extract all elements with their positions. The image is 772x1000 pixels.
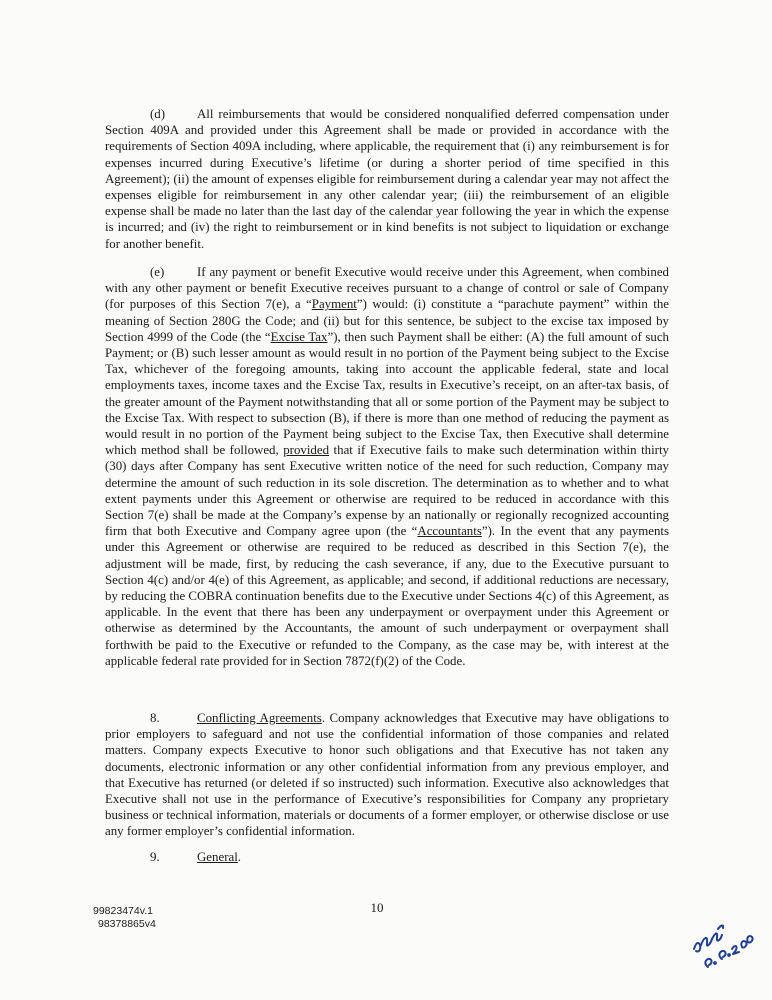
paragraph-text: All reimbursements that would be considered nonqualified deferred compensation under Section 409A and provided under this Agreement shall be made or provided in accordance with the requirements of Section 409A including, where applicable, the requirement that (i) any reimbursement is for expenses incurred during Executive’s lifetime (or during a shorter period of time specified in this Agreement); (ii) the amount of expenses eligible for reimbursement during a calendar year may not affect the expenses eligible for reimbursement in any other calendar year; (iii) the reimbursement of an eligible expense shall be made no later than the last day of the calendar year following the year in which the expense is incurred; and (iv) the right to reimbursement or in kind benefits is not subject to liquidation or exchange for another benefit. [105,107,669,251]
document-id-2: 98378865v4 [98,918,156,930]
paragraph-text: that if Executive fails to make such determination within thirty (30) days after Company has sent Executive written notice of the need for such reduction, Company may determine the amount of such reduction in its sole discretion. The determination as to whether and to what extent payments under this Agreement or otherwise are required to be reduced in accordance with this Section 7(e) shall be made at the Company’s expense by an nationally or regionally recognized accounting firm that both Executive and Company agree upon (the “ [105,443,669,539]
section-heading: Conflicting Agreements [197,711,322,725]
paragraph-text: If any payment or benefit Executive would receive under this Agreement, when combined with any other payment or benefit Executive receives pursuant to a change of control or sale of Company (for purposes of this Section 7(e), a “ [105,265,669,312]
section-8-conflicting-agreements [105,710,669,840]
section-heading: General [197,850,238,864]
paragraph-text: ”) would: (i) constitute a “parachute payment” within the meaning of Section 280G the Code; and (ii) but for this sentence, be subject to the excise tax imposed by Section 4999 of the Code (the “ [105,297,669,344]
document-id-1: 99823474v.1 [93,905,153,917]
paragraph-text: ”), then such Payment shall be either: (A) the full amount of such Payment; or (B) such lesser amount as would result in no portion of the Payment being subject to the Excise Tax, whichever of the foregoing amounts, taking into account the applicable federal, state and local employments taxes, income taxes and the Excise Tax, results in Executive’s receipt, on an after-tax basis, of the greater amount of the Payment notwithstanding that all or some portion of the Payment may be subject to the Excise Tax. With respect to subsection (B), if there is more than one method of reducing the payment as would result in no portion of the Payment being subject to the Excise Tax, then Executive shall determine which method shall be followed, [105,329,669,458]
handwritten-initials-signature [688,915,760,981]
page-number: 10 [370,900,384,915]
paragraph-label: (d) [150,107,166,121]
paragraph-label: (e) [150,265,165,279]
term-provided: provided [283,443,330,458]
paragraph-text: . Company acknowledges that Executive may have obligations to prior employers to safeguard and not use the confidential information of those companies and related matters. Company expects Executive to honor such obligations and that Executive has not taken any documents, electronic information or any other confidential information from any previous employer, and that Executive has returned (or deleted if so instructed) such information. Executive also acknowledges that Executive shall not use in the performance of Executive’s responsibilities for Company any proprietary business or technical information, materials or documents of a former employer, or otherwise disclose or use any former employer’s confidential information. [105,711,669,839]
section-9-general [105,849,669,865]
defined-term-accountants: Accountants [417,524,482,539]
defined-term-excise-tax: Excise Tax [270,329,328,344]
section-number: 8. [150,711,160,725]
section-number: 9. [150,850,160,864]
paragraph-text: ”). In the event that any payments under this Agreement or otherwise are required to be reduced as described in this Section 7(e), the adjustment will be made, first, by reducing the cash severance, if any, due to the Executive pursuant to Section 4(c) and/or 4(e) of this Agreement, as applicable; and second, if additional reductions are necessary, by reducing the COBRA continuation benefits due to the Executive under Sections 4(c) of this Agreement, as applicable. In the event that there has been any underpayment or overpayment under this Agreement or otherwise as determined by the Accountants, the amount of such underpayment or overpayment shall forthwith be paid to the Executive or refunded to the Company, as the case may be, with interest at the applicable federal rate provided for in Section 7872(f)(2) of the Code. [105,524,669,668]
paragraph-7e [105,264,669,669]
defined-term-payment: Payment [311,297,357,312]
paragraph-7d [105,106,669,252]
section-heading-suffix: . [237,850,242,864]
